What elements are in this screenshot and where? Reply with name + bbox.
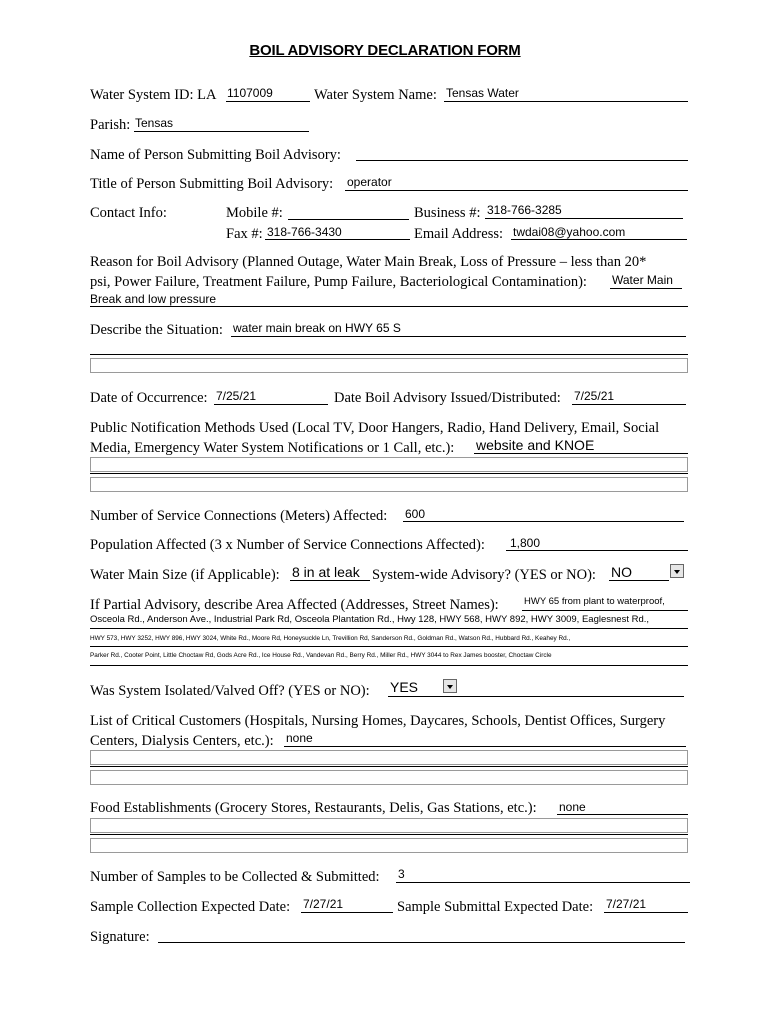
situation-field-line-2[interactable] xyxy=(90,354,688,355)
critical-field[interactable] xyxy=(284,746,686,747)
partial-value-line-4[interactable]: Parker Rd., Cooter Point, Little Choctaw Rd, Gods Acre Rd., Ice House Rd., Vandevan Rd., Berry Rd., Miller Rd., HWY 3044 to Rex James booster, Choctaw Circle xyxy=(90,652,552,659)
mobile-label: Mobile #: xyxy=(226,205,283,221)
parish-field[interactable] xyxy=(134,131,309,132)
connections-label: Number of Service Connections (Meters) Affected: xyxy=(90,508,388,524)
date-occurrence-field[interactable] xyxy=(214,404,328,405)
main-size-value[interactable]: 8 in at leak xyxy=(292,564,360,580)
business-label: Business #: xyxy=(414,205,481,221)
water-system-id-label: Water System ID: LA xyxy=(90,87,217,103)
partial-value-line-2[interactable]: Osceola Rd., Anderson Ave., Industrial Park Rd, Osceola Plantation Rd., Hwy 128, HWY 568, HWY 892, HWY 3009, Eaglesnest Rd., xyxy=(90,614,650,625)
partial-field-line-3[interactable] xyxy=(90,646,688,647)
partial-field-line-4[interactable] xyxy=(90,665,688,666)
water-system-name-label: Water System Name: xyxy=(314,87,437,103)
form-title: BOIL ADVISORY DECLARATION FORM xyxy=(249,42,521,59)
critical-label-line-2: Centers, Dialysis Centers, etc.): xyxy=(90,733,274,749)
critical-textbox-1[interactable] xyxy=(90,750,688,765)
submittal-date-label: Sample Submittal Expected Date: xyxy=(397,899,594,915)
reason-field-line-1[interactable] xyxy=(610,288,682,289)
food-field[interactable] xyxy=(557,814,688,815)
situation-value[interactable]: water main break on HWY 65 S xyxy=(233,321,401,335)
main-size-label: Water Main Size (if Applicable): xyxy=(90,567,280,583)
notification-label-line-2: Media, Emergency Water System Notifications or 1 Call, etc.): xyxy=(90,440,455,456)
water-system-id-field[interactable] xyxy=(226,101,310,102)
submittal-date-field[interactable] xyxy=(604,912,688,913)
partial-value-line-3[interactable]: HWY 573, HWY 3252, HWY 896, HWY 3024, White Rd., Moore Rd, Honeysuckle Ln, Trevillion Rd, Sanderson Rd., Goldman Rd., Watson Rd., Hubbard Rd., Keahey Rd., xyxy=(90,635,571,642)
population-field[interactable] xyxy=(506,550,688,551)
date-issued-label: Date Boil Advisory Issued/Distributed: xyxy=(334,390,561,406)
partial-value-line-1[interactable]: HWY 65 from plant to waterproof, xyxy=(524,596,665,607)
partial-field-line-1[interactable] xyxy=(522,610,688,611)
signature-field[interactable] xyxy=(158,942,685,943)
critical-field-line-2[interactable] xyxy=(90,766,688,767)
isolated-label: Was System Isolated/Valved Off? (YES or NO): xyxy=(90,683,370,699)
partial-field-line-2[interactable] xyxy=(90,628,688,629)
systemwide-value[interactable]: NO xyxy=(611,564,632,580)
dropdown-arrow-icon[interactable] xyxy=(670,564,684,578)
date-occurrence-value[interactable]: 7/25/21 xyxy=(216,389,257,403)
dropdown-arrow-icon[interactable] xyxy=(443,679,457,693)
critical-textbox-2[interactable] xyxy=(90,770,688,785)
person-title-value[interactable]: operator xyxy=(347,175,392,189)
critical-value[interactable]: none xyxy=(286,731,313,745)
food-label: Food Establishments (Grocery Stores, Restaurants, Delis, Gas Stations, etc.): xyxy=(90,800,537,816)
person-name-field[interactable] xyxy=(356,160,688,161)
reason-label-line-1: Reason for Boil Advisory (Planned Outage, Water Main Break, Loss of Pressure – less than 20* xyxy=(90,254,647,270)
notification-label-line-1: Public Notification Methods Used (Local TV, Door Hangers, Radio, Hand Delivery, Email, Social xyxy=(90,420,660,436)
contact-info-label: Contact Info: xyxy=(90,205,167,221)
notification-field-line-2[interactable] xyxy=(90,473,688,474)
reason-label-line-2: psi, Power Failure, Treatment Failure, Pump Failure, Bacteriological Contamination): xyxy=(90,274,587,290)
water-system-name-value[interactable]: Tensas Water xyxy=(446,86,519,100)
situation-label: Describe the Situation: xyxy=(90,322,223,338)
notification-textbox-2[interactable] xyxy=(90,477,688,492)
mobile-field[interactable] xyxy=(288,219,409,220)
isolated-field[interactable] xyxy=(388,696,684,697)
samples-label: Number of Samples to be Collected & Submitted: xyxy=(90,869,380,885)
email-value[interactable]: twdai08@yahoo.com xyxy=(513,225,626,239)
fax-value[interactable]: 318-766-3430 xyxy=(267,225,342,239)
food-field-line-2[interactable] xyxy=(90,834,688,835)
food-textbox-1[interactable] xyxy=(90,818,688,833)
signature-label: Signature: xyxy=(90,929,150,945)
critical-label-line-1: List of Critical Customers (Hospitals, Nursing Homes, Daycares, Schools, Dentist Offices, Surgery xyxy=(90,713,666,729)
systemwide-label: System-wide Advisory? (YES or NO): xyxy=(372,567,596,583)
person-name-label: Name of Person Submitting Boil Advisory: xyxy=(90,147,341,163)
date-issued-value[interactable]: 7/25/21 xyxy=(574,389,615,403)
population-value[interactable]: 1,800 xyxy=(510,536,541,550)
notification-field[interactable] xyxy=(474,453,688,454)
notification-value[interactable]: website and KNOE xyxy=(476,437,595,453)
partial-label: If Partial Advisory, describe Area Affected (Addresses, Street Names): xyxy=(90,597,499,613)
email-label: Email Address: xyxy=(414,226,504,242)
business-field[interactable] xyxy=(485,218,683,219)
reason-field-line-2[interactable] xyxy=(90,306,688,307)
business-value[interactable]: 318-766-3285 xyxy=(487,203,562,217)
collection-date-field[interactable] xyxy=(301,912,393,913)
water-system-id-value[interactable]: 1107009 xyxy=(227,86,273,100)
collection-date-label: Sample Collection Expected Date: xyxy=(90,899,291,915)
situation-field[interactable] xyxy=(231,336,686,337)
parish-value[interactable]: Tensas xyxy=(135,116,174,130)
population-label: Population Affected (3 x Number of Service Connections Affected): xyxy=(90,537,485,553)
situation-textbox[interactable] xyxy=(90,358,688,373)
main-size-field[interactable] xyxy=(290,580,370,581)
isolated-value[interactable]: YES xyxy=(390,679,419,695)
reason-value-line-2[interactable]: Break and low pressure xyxy=(90,292,217,306)
food-textbox-2[interactable] xyxy=(90,838,688,853)
person-title-label: Title of Person Submitting Boil Advisory: xyxy=(90,176,334,192)
email-field[interactable] xyxy=(511,239,687,240)
systemwide-field[interactable] xyxy=(609,580,669,581)
fax-field[interactable] xyxy=(265,239,410,240)
food-value[interactable]: none xyxy=(559,800,586,814)
collection-date-value[interactable]: 7/27/21 xyxy=(303,897,344,911)
date-issued-field[interactable] xyxy=(572,404,686,405)
connections-value[interactable]: 600 xyxy=(405,507,426,521)
connections-field[interactable] xyxy=(403,521,684,522)
person-title-field[interactable] xyxy=(345,190,688,191)
parish-label: Parish: xyxy=(90,117,131,133)
samples-field[interactable] xyxy=(396,882,690,883)
fax-label: Fax #: xyxy=(226,226,263,242)
notification-textbox-1[interactable] xyxy=(90,457,688,472)
date-occurrence-label: Date of Occurrence: xyxy=(90,390,208,406)
water-system-name-field[interactable] xyxy=(444,101,688,102)
samples-value[interactable]: 3 xyxy=(398,867,405,881)
reason-value-line-1[interactable]: Water Main xyxy=(612,273,673,287)
submittal-date-value[interactable]: 7/27/21 xyxy=(606,897,647,911)
